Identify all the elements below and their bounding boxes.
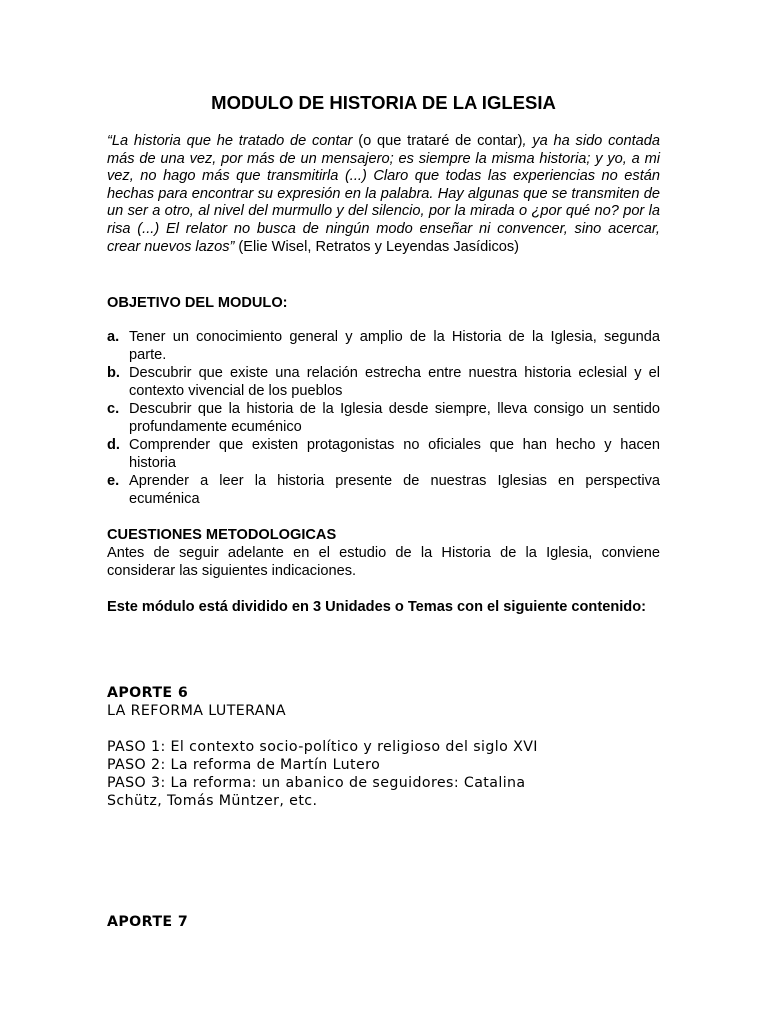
objective-text: Descubrir que existe una relación estrecha entre nuestra historia eclesial y el contexto vivencial de los pueblos xyxy=(129,365,660,399)
objective-text: Tener un conocimiento general y amplio de la Historia de la Iglesia, segunda parte. xyxy=(129,329,660,363)
aporte-7-heading: APORTE 7 xyxy=(107,914,189,930)
aporte-6-step-3: PASO 3: La reforma: un abanico de seguidores: Catalina Schütz, Tomás Müntzer, etc. xyxy=(107,775,526,809)
objective-marker: a. xyxy=(107,329,120,345)
objectives-heading: OBJETIVO DEL MODULO: xyxy=(107,295,288,311)
objective-marker: c. xyxy=(107,401,120,417)
objective-item xyxy=(107,436,660,472)
objective-marker: b. xyxy=(107,365,120,381)
objective-text: Descubrir que la historia de la Iglesia desde siempre, lleva consigo un sentido profundamente ecuménico xyxy=(129,401,660,435)
method-heading: CUESTIONES METODOLOGICAS xyxy=(107,527,337,543)
objective-item xyxy=(107,364,660,400)
objective-item xyxy=(107,328,660,364)
quote-part-2: (o que trataré de contar) xyxy=(352,133,523,149)
objective-item xyxy=(107,400,660,436)
aporte-6-step-1: PASO 1: El contexto socio-político y religioso del siglo XVI xyxy=(107,739,538,755)
aporte-6-step-2: PASO 2: La reforma de Martín Lutero xyxy=(107,757,381,773)
objective-marker: e. xyxy=(107,473,120,489)
objectives-list xyxy=(107,328,660,508)
method-text: Antes de seguir adelante en el estudio de la Historia de la Iglesia, conviene considerar las siguientes indicaciones. xyxy=(107,545,660,579)
objective-text: Comprender que existen protagonistas no oficiales que han hecho y hacen historia xyxy=(129,437,660,471)
objective-item xyxy=(107,472,660,508)
document-title: MODULO DE HISTORIA DE LA IGLESIA xyxy=(211,92,556,113)
quote-part-3: , ya ha sido contada más de una vez, por más de un mensajero; es siempre la misma historia; y yo, a mi vez, no hago más que transmitirla (...) Claro que todas las experiencias no están hechas para encontrar su expresión en la palabra. Hay algunas que se transmiten de un ser a otro, al nivel del murmullo y del silencio, por la mirada o ¿por qué no? por la risa (...) El relator no busca de ningún modo enseñar ni convencer, sino acercar, crear nuevos lazos” xyxy=(107,133,660,255)
opening-quote xyxy=(107,133,660,256)
aporte-6-heading: APORTE 6 xyxy=(107,685,189,701)
objective-text: Aprender a leer la historia presente de nuestras Iglesias en perspectiva ecuménica xyxy=(129,473,660,507)
division-text: Este módulo está dividido en 3 Unidades o Temas con el siguiente contenido: xyxy=(107,599,646,615)
objective-marker: d. xyxy=(107,437,120,453)
quote-part-1: “La historia que he tratado de contar xyxy=(107,133,353,149)
quote-attribution: (Elie Wisel, Retratos y Leyendas Jasídicos) xyxy=(234,238,520,255)
aporte-6-subtitle: LA REFORMA LUTERANA xyxy=(107,703,287,719)
